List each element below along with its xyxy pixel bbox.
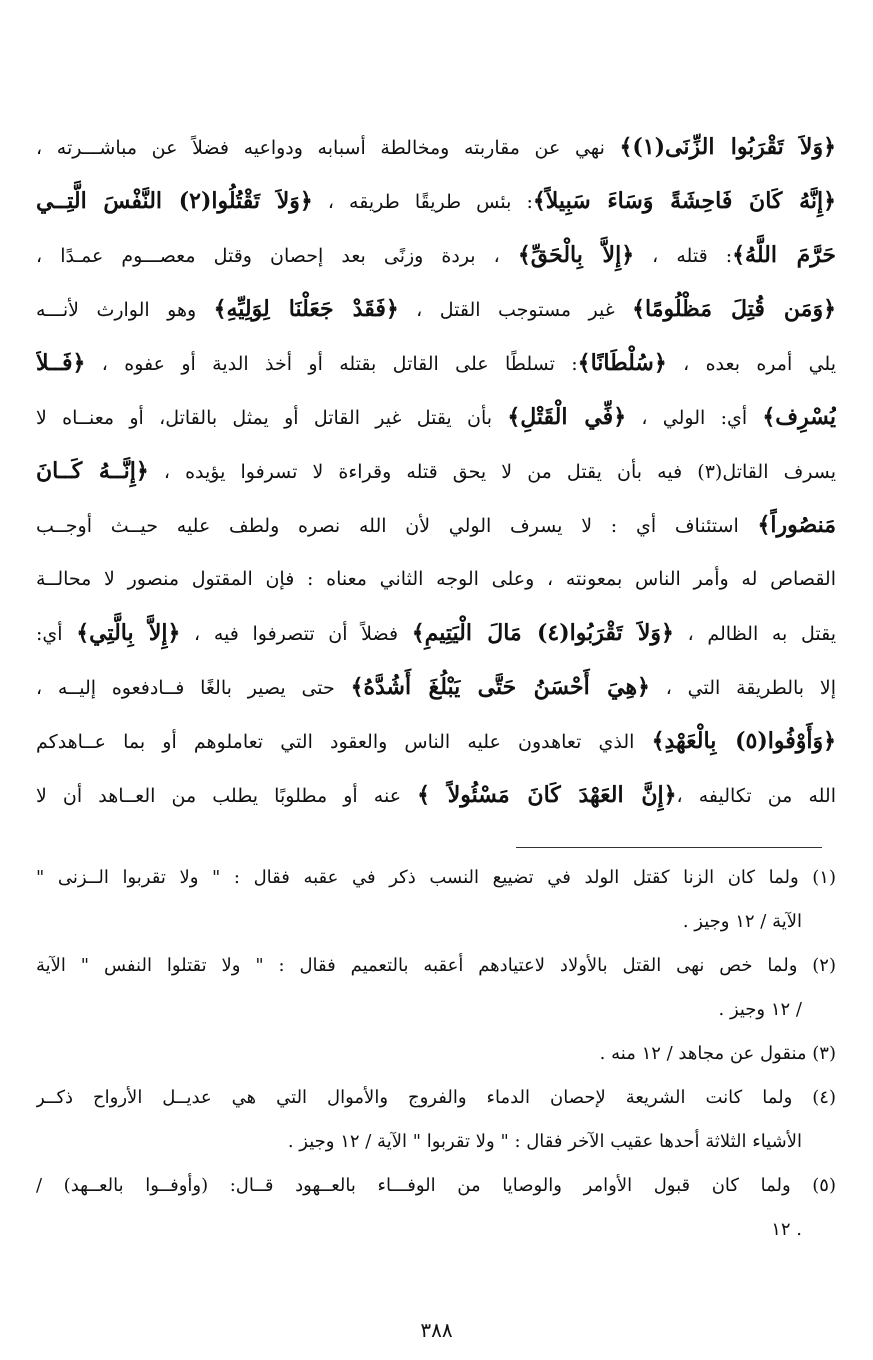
footnote-line: (١) ولما كان الزنا كقتل الولد في تضييع النسب ذكر في عقبه فقال : " ولا تقربوا الــزنى " [36, 867, 836, 888]
commentary-text: فضلاً أن تتصرفوا فيه ، [180, 623, 412, 645]
quran-quote: ﴿وَمَن قُتِلَ مَظْلُومًا﴾ [632, 296, 836, 322]
quran-quote: ﴿سُلْطَانًا﴾ [577, 350, 667, 376]
quran-quote: (١) [632, 134, 666, 160]
text-line [36, 768, 836, 822]
quran-quote: ﴿وَلاَ تَقْرَبُوا [569, 620, 674, 646]
quran-quote: ﴾ [619, 134, 633, 160]
footnotes [36, 856, 836, 1252]
commentary-text: نهي عن مقاربته ومخالطة أسبابه ودواعيه فضلاً عن مباشـــرته ، [36, 137, 620, 159]
commentary-text: : بئس طريقًا طريقه ، [312, 191, 533, 213]
commentary-text: : قتله ، [634, 245, 733, 267]
commentary-text: وهو الوارث لأنـــه [36, 299, 214, 321]
commentary-text: استئناف أي : لا يسرف الولي لأن الله نصره ولطف عليه حيــث أوجــب [36, 515, 758, 537]
quran-quote: مَنصُوراً﴾ [757, 512, 836, 538]
text-line [36, 714, 836, 768]
quran-quote: يُسْرِف﴾ [762, 404, 836, 430]
commentary-text: : تسلطًا على القاتل بقتله أو أخذ الدية أو عفوه ، [85, 353, 578, 375]
footnote-line: / ١٢ وجيز . [718, 999, 802, 1020]
quran-quote: ﴿هِيَ أَحْسَنُ حَتَّى يَبْلُغَ أَشُدَّهُ﴾ [350, 674, 650, 700]
text-line [36, 498, 836, 552]
page-number: ٣٨٨ [420, 1318, 453, 1342]
footnote-line: الأشياء الثلاثة أحدها عقيب الآخر فقال : " ولا تقربوا " الآية / ١٢ وجيز . [287, 1131, 802, 1152]
footnote-line: (٤) ولما كانت الشريعة لإحصان الدماء والفروج والأموال التي هي عديــل الأرواح ذكــر [36, 1087, 836, 1108]
quran-quote: حَرَّمَ اللَّهُ﴾ [732, 242, 836, 268]
quran-quote: ﴿وَلاَ تَقْرَبُوا الزِّنَى [665, 134, 836, 160]
commentary-text: فيه بأن يقتل من لا يحق قتله وقراءة لا تسرفوا يؤيده ، [148, 461, 698, 483]
commentary-text: القصاص له وأمر الناس بمعونته ، وعلى الوجه الثاني معناه : فإن المقتول منصور لا محالــة [36, 568, 836, 590]
text-line [36, 444, 836, 498]
text-line [36, 282, 836, 336]
quran-quote: ﴿وَأَوْفُوا [767, 728, 836, 754]
commentary-text: حتى يصير بالغًا فــادفعوه إليــه ، [36, 677, 351, 699]
commentary-text: بأن يقتل غير القاتل أو يمثل بالقاتل، أو معنــاه لا [36, 407, 508, 429]
quran-quote: (٢) [178, 188, 212, 214]
text-line [36, 606, 836, 660]
text-line [36, 228, 836, 282]
footnote-separator [516, 847, 822, 848]
quran-quote: ﴿إِنَّــهُ كَــانَ [36, 458, 149, 484]
footnote-line: الآية / ١٢ وجيز . [682, 911, 802, 932]
commentary-text: عنه أو مطلوبًا يطلب من العــاهد أن لا [36, 785, 418, 807]
commentary-text: (٣) [697, 461, 723, 483]
text-line [36, 174, 836, 228]
text-line [36, 660, 836, 714]
quran-quote: ﴿إِلاَّ بِالَّتِي﴾ [76, 620, 181, 646]
footnote-line: (٥) ولما كان قبول الأوامر والوصايا من الوفـــاء بالعــهود قــال: (وأوفــوا بالعــهد) / [36, 1175, 836, 1196]
quran-quote: النَّفْسَ الَّتِــي [36, 188, 179, 214]
footnote-line: (٣) منقول عن مجاهد / ١٢ منه . [599, 1043, 836, 1064]
commentary-text: أي: الولي ، [626, 407, 763, 429]
quran-quote: (٥) [735, 728, 768, 754]
commentary-text: أي: [36, 623, 77, 645]
quran-quote: ﴿وَلاَ تَقْتُلُوا [211, 188, 313, 214]
commentary-text: الذي تعاهدون عليه الناس والعقود التي تعاملوهم أو بما عــاهدكم [36, 731, 652, 753]
quran-quote: ﴿إِنَّ العَهْدَ كَانَ مَسْئُولاً ﴾ [417, 782, 677, 808]
text-line [36, 120, 836, 174]
commentary-text: الله من تكاليفه ، [676, 785, 836, 807]
footnote-line: (٢) ولما خص نهى القتل بالأولاد لاعتيادهم أعقبه بالتعميم فقال : " ولا تقتلوا النفس " الآية [36, 955, 836, 976]
commentary-text: يلي أمره بعده ، [666, 353, 836, 375]
quran-quote: (٤) [536, 620, 570, 646]
commentary-text: ، بردة وزنًى بعد إحصان وقتل معصـــوم عمـدًا ، [36, 245, 518, 267]
commentary-text: يسرف القاتل [722, 461, 836, 483]
text-line [36, 336, 836, 390]
quran-quote: ﴿فَقَدْ جَعَلْنَا لِوَلِيِّهِ﴾ [213, 296, 399, 322]
quran-quote: بِالْعَهْدِ﴾ [651, 728, 736, 754]
quran-quote: ﴿فِّي الْقَتْلِ﴾ [507, 404, 627, 430]
commentary-text: يقتل به الظالم ، [673, 623, 836, 645]
footnote-line: . ١٢ [771, 1219, 802, 1240]
main-text [36, 120, 836, 822]
commentary-text: غير مستوجب القتل ، [398, 299, 633, 321]
text-line [36, 390, 836, 444]
quran-quote: ﴿فَــلاَ [36, 350, 86, 376]
text-line [36, 552, 836, 606]
quran-quote: ﴿إِنَّهُ كَانَ فَاحِشَةً وَسَاءَ سَبِيلاً﴾ [532, 188, 836, 214]
commentary-text: إلا بالطريقة التي ، [649, 677, 836, 699]
quran-quote: ﴿إِلاَّ بِالْحَقِّ﴾ [517, 242, 635, 268]
quran-quote: مَالَ الْيَتِيمِ﴾ [411, 620, 537, 646]
